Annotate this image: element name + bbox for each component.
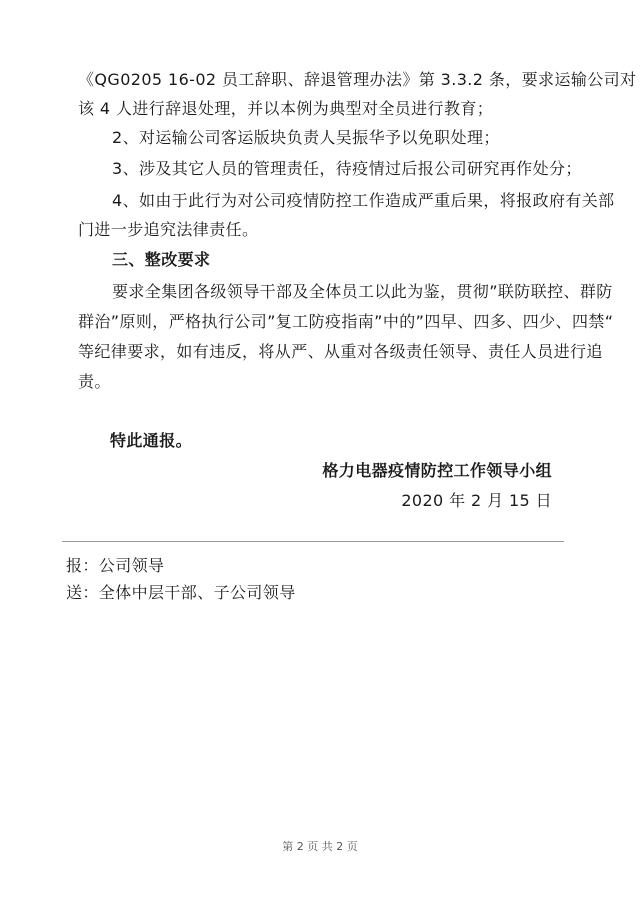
body-line-item-4-cont: 门进一步追究法律责任。 (78, 220, 259, 239)
body-line-item-3: 3、涉及其它人员的管理责任，待疫情过后报公司研究再作处分； (112, 159, 582, 178)
rectification-line-4: 责。 (78, 372, 111, 391)
rectification-line-2: 群治”原则，严格执行公司”复工防疫指南”中的”四早、四多、四少、四禁“ (78, 312, 614, 331)
rectification-line-1: 要求全集团各级领导干部及全体员工以此为鉴，贯彻”联防联控、群防 (112, 282, 613, 301)
signature-date: 2020 年 2 月 15 日 (401, 491, 552, 510)
rectification-line-3: 等纪律要求，如有违反，将从严、从重对各级责任领导、责任人员进行追 (78, 342, 603, 361)
divider (62, 541, 564, 542)
signature-org: 格力电器疫情防控工作领导小组 (322, 461, 552, 480)
page-number: 第 2 页 共 2 页 (282, 840, 358, 853)
body-line-item-4: 4、如由于此行为对公司疫情防控工作造成严重后果，将报政府有关部 (112, 191, 615, 210)
body-line-item-2: 2、对运输公司客运版块负责人吴振华予以免职处理； (112, 128, 500, 147)
body-line-2: 该 4 人进行辞退处理，并以本例为典型对全员进行教育； (78, 99, 494, 118)
notice-text: 特此通报。 (110, 431, 193, 450)
section-heading: 三、整改要求 (112, 250, 211, 269)
body-line-1: 《QG0205 16-02 员工辞职、辞退管理办法》第 3.3.2 条，要求运输公司对 (78, 70, 637, 89)
send-to: 送：全体中层干部、子公司领导 (66, 583, 296, 602)
report-to: 报：公司领导 (66, 556, 165, 575)
